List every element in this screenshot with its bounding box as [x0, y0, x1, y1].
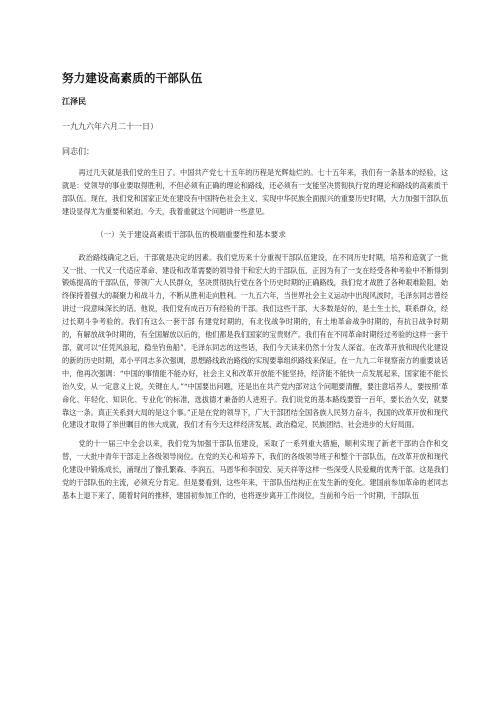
- greeting: 同志们：: [62, 147, 94, 156]
- section-heading: （一）关于建设高素质干部队伍的极端重要性和基本要求: [96, 229, 286, 239]
- paragraph-body: 党的十一届三中全会以来，我们党为加强干部队伍建设，采取了一系列重大措施，顺利实现了新老干部的合作和交替，一大批中青年干部走上各级领导岗位。在党的关心和培养下，我们的各级领导班子和整个干部队伍，在改革开放和现代化建设中锻炼成长，涌现出了像孔繁森、李润五、马恩华和李国安、吴天祥等这样一些深受人民爱戴的优秀干部。这是我们党的干部队伍的主流，必须充分肯定。但是要看到，这些年来，干部队伍结构正在发生新的变化。建国前参加革命的老同志基本上退下来了，随着时间的推移，建国初参加工作的，也将逐步离开工作岗位，当前和今后一个时期，干部队伍: [62, 439, 448, 500]
- document-date: 一九九六年六月二十一日）: [62, 122, 158, 131]
- document-title: 努力建设高素质的干部队伍: [62, 71, 203, 85]
- paragraph-body: 政治路线确定之后，干部就是决定的因素。我们党历来十分重视干部队伍建设，在不同历史时期，培养和造就了一批又一批、一代又一代适应革命、建设和改革需要的领导骨干和宏大的干部队伍，正因为有了一支在经受各种考验中不断得到锻炼提高的干部队伍，带领广大人民群众，坚决贯彻执行党在各个历史时期的正确路线，我们党才战胜了各种艰难险阻，始终保持着强大的凝聚力和战斗力，不断从胜利走向胜利。一九五六年，当世界社会主义运动中出现风波时，毛泽东同志曾经讲过一段意味深长的话。他说，我们党有成百万有经验的干部。我们这些干部，大多数是好的，是土生土长，联系群众，经过长期斗争考验的。我们有这么一套干部 有建党时期的，有北伐战争时期的，有土地革命战争时期的，有抗日战争时期的，有解放战争时期的，有全国解放以后的，他们都是我们国家的宝贵财产。我们有在不同革命时期经过考验的这样一套干部，就可以“任凭风浪起，稳坐钓鱼船”。毛泽东同志的这些话，我们今天读来仍然十分发人深省。在改革开放和现代化建设的新的历史时期，邓小平同志多次强调，思想路线政治路线的实现要靠组织路线来保证。在一九九二年视察南方的重要谈话中，他再次强调：“中国的事情能不能办好，社会主义和改革开放能不能坚持，经济能不能快一点发展起来，国家能不能长治久安，从一定意义上说，关键在人。”“中国要出问题，还是出在共产党内部对这个问题要清醒，要注意培养人，要按照‘革命化、年轻化、知识化、专业化’的标准，选拔德才兼备的人进班子。我们说党的基本路线要管一百年，要长治久安，就要靠这一条。真正关系到大局的是这个事。”正是在党的领导下，广大干部团结全国各族人民努力奋斗，我国的改革开放和现代化建设才取得了举世瞩目的伟大成就，我们才有今天这样经济发展、政治稳定、民族团结、社会进步的大好局面。: [62, 252, 448, 430]
- document-author: 江泽民: [62, 97, 86, 106]
- paragraph-intro: 再过几天就是我们党的生日了。中国共产党七十五年的历程是光辉灿烂的。七十五年来，我们有一条基本的经验，这就是：党领导的事业要取得胜利，不但必须有正确的理论和路线，还必须有一支能坚决贯彻执行党的理论和路线的高素质干部队伍。现在，我们党和国家正处在建设有中国特色社会主义、实现中华民族全面振兴的重要历史时期，大力加强干部队伍建设显得尤为重要和紧迫。今天，我着重就这个问题讲一些意见。: [62, 168, 448, 216]
